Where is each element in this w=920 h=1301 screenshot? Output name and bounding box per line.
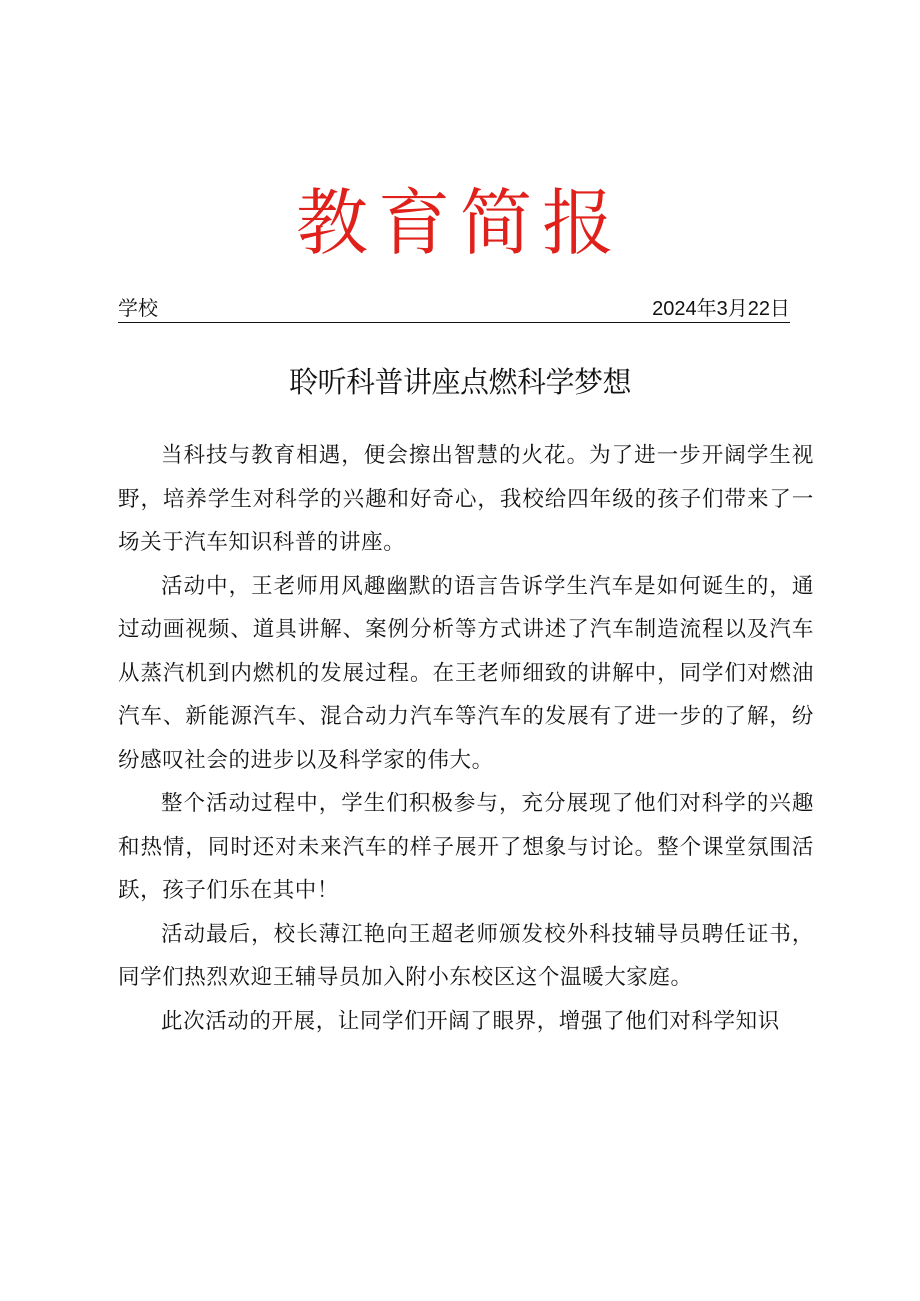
paragraph: 活动最后，校长薄江艳向王超老师颁发校外科技辅导员聘任证书，同学们热烈欢迎王辅导员加入附小东校区这个温暖大家庭。 <box>118 921 814 990</box>
issue-date: 2024年3月22日 <box>652 298 790 320</box>
paragraph: 当科技与教育相遇，便会擦出智慧的火花。为了进一步开阔学生视野，培养学生对科学的兴趣和好奇心，我校给四年级的孩子们带来了一场关于汽车知识科普的讲座。 <box>118 443 814 555</box>
article-body <box>118 434 814 1043</box>
paragraph: 整个活动过程中，学生们积极参与，充分展现了他们对科学的兴趣和热情，同时还对未来汽车的样子展开了想象与讨论。整个课堂氛围活跃，孩子们乐在其中！ <box>118 791 814 903</box>
masthead-title: 教育简报 <box>295 181 624 265</box>
meta-row <box>118 296 790 323</box>
school-label: 学校 <box>118 298 158 320</box>
paragraph: 此次活动的开展，让同学们开阔了眼界，增强了他们对科学知识 <box>161 1008 780 1034</box>
article-title: 聆听科普讲座点燃科学梦想 <box>288 365 631 399</box>
paragraph: 活动中，王老师用风趣幽默的语言告诉学生汽车是如何诞生的，通过动画视频、道具讲解、案例分析等方式讲述了汽车制造流程以及汽车从蒸汽机到内燃机的发展过程。在王老师细致的讲解中，同学们对燃油汽车、新能源汽车、混合动力汽车等汽车的发展有了进一步的了解，纷纷感叹社会的进步以及科学家的伟大。 <box>118 573 814 773</box>
